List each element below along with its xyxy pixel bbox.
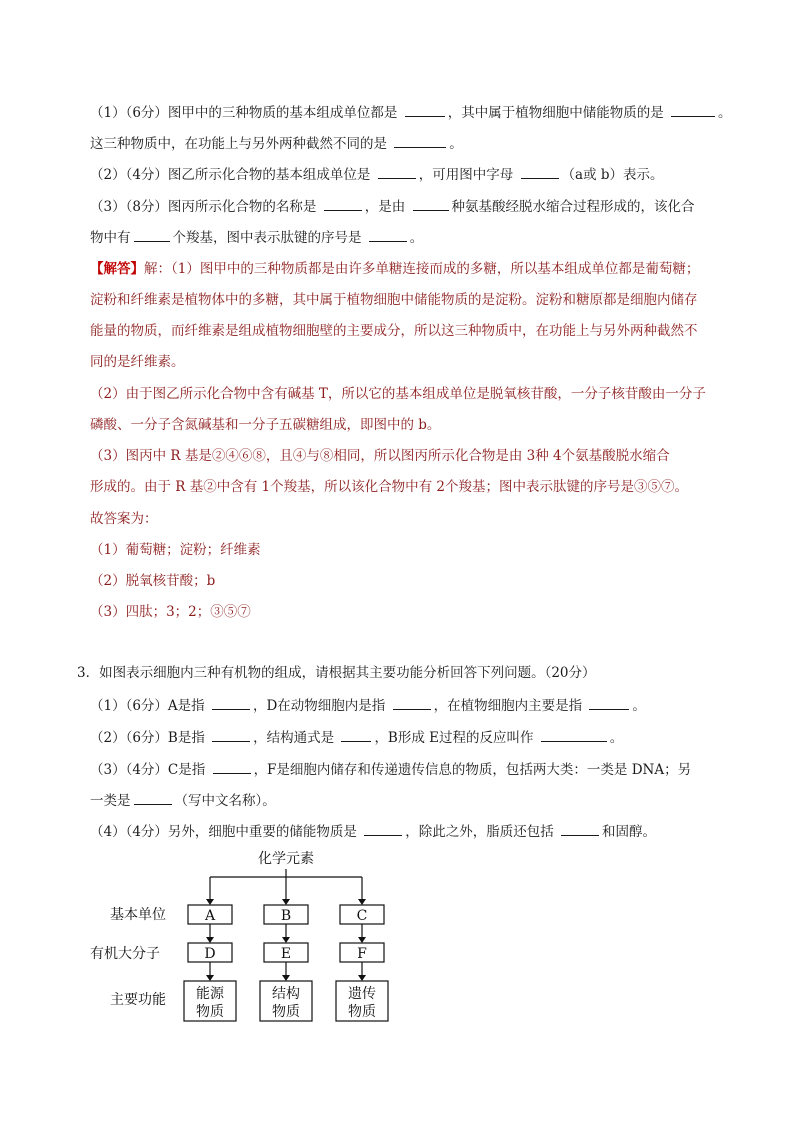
function-structure-2: 物质	[272, 1004, 300, 1020]
blank-field[interactable]	[671, 102, 715, 117]
blank-field[interactable]	[212, 695, 250, 710]
q2-sub3-line2-text-a: 物中有	[90, 230, 131, 246]
blank-field[interactable]	[212, 727, 250, 742]
q2-sub1-text-a: （1）（6分）图甲中的三种物质的基本组成单位都是	[90, 105, 402, 121]
q2-sub3-text-b: ，是由	[364, 199, 410, 215]
blank-field[interactable]	[364, 821, 402, 836]
blank-field[interactable]	[369, 227, 407, 242]
q2-sub1-line1	[90, 102, 754, 123]
q2-sub3-line2-text-c: 。	[409, 230, 424, 246]
answer-text: 解：（1）图甲中的三种物质都是由许多单糖连接而成的多糖，所以基本组成单位都是葡萄糖；	[144, 261, 700, 277]
q3-sub4	[90, 821, 754, 842]
row-label-macros: 有机大分子	[90, 946, 160, 962]
blank-field[interactable]	[134, 227, 170, 242]
q2-sub2-text-a: （2）（4分）图乙所示化合物的基本组成单位是	[90, 167, 375, 183]
q2-sub1-text-c: 。	[718, 105, 732, 121]
q3-sub2-text-d: 。	[609, 730, 624, 746]
q2-sub3-line2	[90, 227, 754, 248]
blank-field[interactable]	[324, 196, 362, 211]
q3-sub1	[90, 695, 754, 716]
blank-field[interactable]	[341, 727, 371, 742]
q3-sub3-line2-text-b: （写中文名称）。	[174, 793, 276, 809]
unit-a: A	[204, 908, 216, 924]
answer-line-3: 能量的物质，而纤维素是组成植物细胞壁的主要成分，所以这三种物质中，在功能上与另外两种截然不	[90, 323, 698, 339]
answer-line-1	[90, 259, 754, 279]
q3-sub3-line2	[90, 790, 754, 811]
q2-sub2-text-c: （a或 b）表示。	[561, 167, 664, 183]
function-genetic-2: 物质	[348, 1004, 376, 1020]
blank-field[interactable]	[413, 196, 449, 211]
answer-final-1: （1）葡萄糖；淀粉；纤维素	[90, 542, 261, 558]
unit-c: C	[356, 908, 368, 924]
blank-field[interactable]	[405, 102, 445, 117]
diagram-top-label: 化学元素	[258, 851, 314, 867]
q2-sub3-line2-text-b: 个羧基，图中表示肽键的序号是	[172, 230, 366, 246]
unit-b: B	[280, 908, 292, 924]
q3-sub2	[90, 727, 754, 748]
macro-d: D	[204, 946, 216, 962]
answer-line-8: 形成的。由于 R 基②中含有 1个羧基，所以该化合物中有 2个羧基；图中表示肽键的序号是③⑤⑦。	[90, 479, 689, 495]
blank-field[interactable]	[589, 695, 629, 710]
q3-sub1-text-d: 。	[632, 698, 646, 714]
answer-line-6: 磷酸、一分子含氮碱基和一分子五碳糖组成，即图中的 b。	[90, 417, 441, 433]
answer-final-3: （3）四肽；3；2；③⑤⑦	[90, 604, 251, 620]
q2-sub2	[90, 164, 754, 185]
blank-field[interactable]	[393, 695, 431, 710]
q3-sub2-text-a: （2）（6分）B是指	[90, 730, 210, 746]
q3-sub3-text-b: ，F是细胞内储存和传递遗传信息的物质，包括两大类：一类是 DNA；另	[253, 762, 692, 778]
q3-sub4-text-b: ，除此之外，脂质还包括	[405, 824, 559, 840]
function-genetic-1: 遗传	[348, 986, 376, 1002]
q3-sub1-text-b: ，D在动物细胞内是指	[252, 698, 390, 714]
q3-sub2-text-c: ，B形成 E过程的反应叫作	[374, 730, 538, 746]
q3-sub3-line1	[90, 759, 754, 780]
function-energy-2: 物质	[196, 1004, 224, 1020]
answer-line-2: 淀粉和纤维素是植物体中的多糖，其中属于植物细胞中储能物质的是淀粉。淀粉和糖原都是细胞内储存	[90, 292, 698, 308]
answer-tag: 【解答】	[90, 261, 144, 277]
answer-line-4: 同的是纤维素。	[90, 354, 185, 370]
macro-f: F	[357, 946, 367, 962]
row-label-units: 基本单位	[110, 907, 166, 923]
blank-field[interactable]	[541, 727, 607, 742]
q2-sub3-line1	[90, 196, 754, 217]
q2-sub1-line2-text: 这三种物质中，在功能上与另外两种截然不同的是	[90, 136, 392, 152]
q3-sub1-text-c: ，在植物细胞内主要是指	[433, 698, 587, 714]
q3-sub2-text-b: ，结构通式是	[253, 730, 339, 746]
answer-line-5: （2）由于图乙所示化合物中含有碱基 T，所以它的基本组成单位是脱氧核苷酸，一分子核苷酸由一分子	[90, 386, 706, 402]
q2-sub1-line2-end: 。	[449, 136, 463, 152]
blank-field[interactable]	[213, 759, 251, 774]
q2-sub3-text-a: （3）（8分）图丙所示化合物的名称是	[90, 199, 321, 215]
q2-sub1-text-b: ，其中属于植物细胞中储能物质的是	[447, 105, 669, 121]
function-energy-1: 能源	[196, 986, 224, 1002]
q2-sub2-text-b: ，可用图中字母	[418, 167, 518, 183]
diagram-svg	[90, 845, 410, 1035]
row-label-functions: 主要功能	[110, 992, 166, 1008]
q3-sub3-text-a: （3）（4分）C是指	[90, 762, 210, 778]
macro-e: E	[280, 946, 292, 962]
blank-field[interactable]	[394, 133, 446, 148]
q3-sub4-text-a: （4）（4分）另外，细胞中重要的储能物质是	[90, 824, 362, 840]
q3-sub3-line2-text-a: 一类是	[90, 793, 131, 809]
q3-sub1-text-a: （1）（6分）A是指	[90, 698, 209, 714]
blank-field[interactable]	[378, 164, 416, 179]
blank-field[interactable]	[561, 821, 599, 836]
blank-field[interactable]	[134, 790, 172, 805]
q2-sub1-line2	[90, 133, 754, 154]
answer-final-label: 故答案为：	[90, 511, 158, 527]
function-structure-1: 结构	[272, 986, 300, 1002]
organic-compounds-diagram	[90, 845, 410, 1035]
blank-field[interactable]	[521, 164, 559, 179]
q3-title: 3．如图表示细胞内三种有机物的组成，请根据其主要功能分析回答下列问题。（20分）	[77, 665, 596, 681]
answer-final-2: （2）脱氧核苷酸；b	[90, 573, 216, 589]
q3-sub4-text-c: 和固醇。	[602, 824, 657, 840]
q2-sub3-text-c: 种氨基酸经脱水缩合过程形成的，该化合	[451, 199, 695, 215]
answer-line-7: （3）图丙中 R 基是②④⑥⑧，且④与⑧相同，所以图丙所示化合物是由 3种 4个氨基酸脱水缩合	[90, 448, 670, 464]
